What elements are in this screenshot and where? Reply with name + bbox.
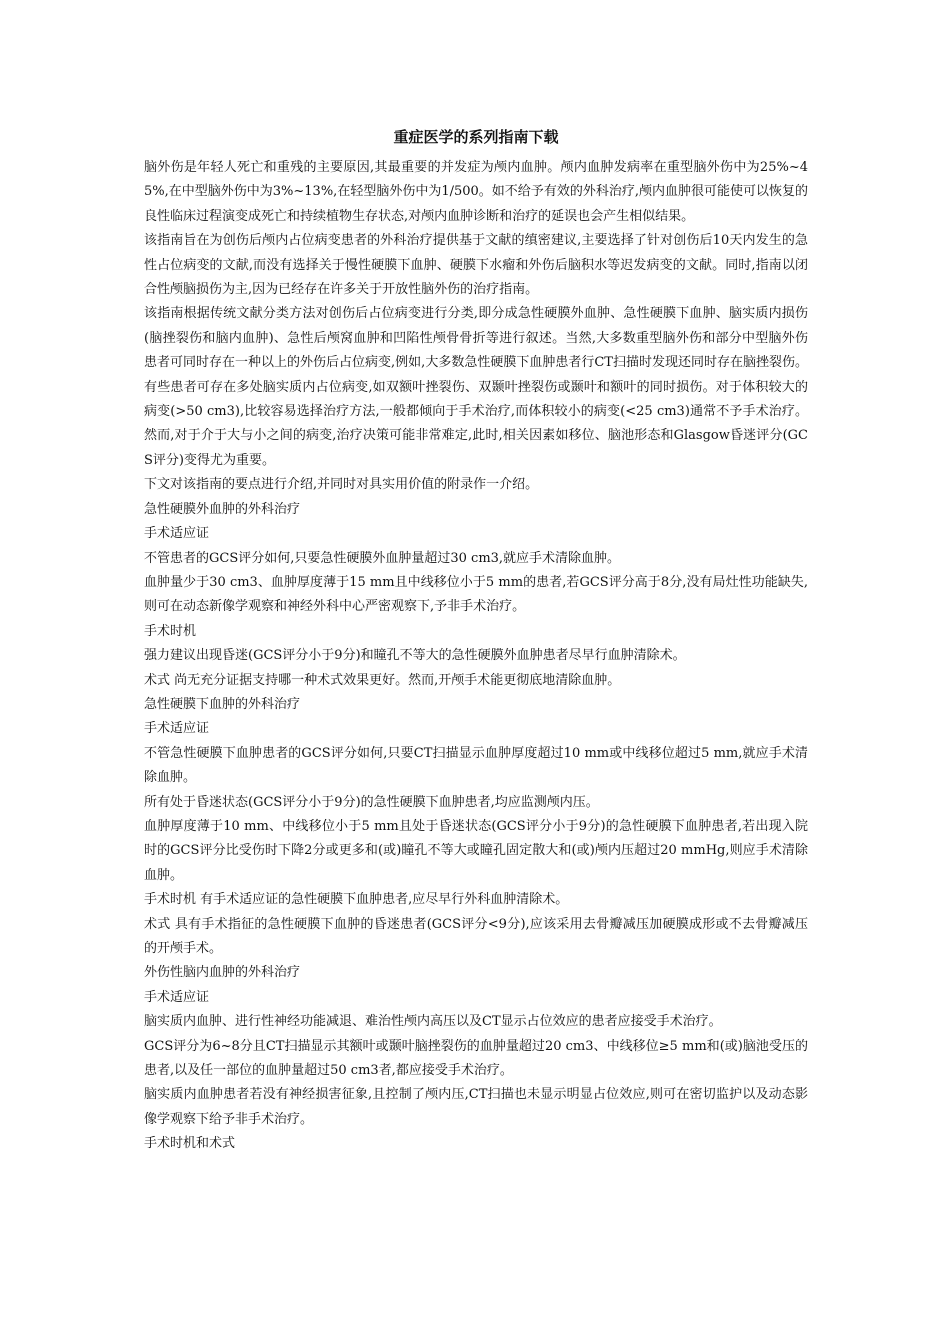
paragraph-classification: 该指南根据传统文献分类方法对创伤后占位病变进行分类,即分成急性硬膜外血肿、急性硬膜下血肿、脑实质内损伤(脑挫裂伤和脑内血肿)、急性后颅窝血肿和凹陷性颅骨骨折等进行叙述。当然,大多数重型脑外伤和部分中型脑外伤患者可同时存在一种以上的外伤后占位病变,例如,大多数急性硬膜下血肿患者行CT扫描时发现还同时存在脑挫裂伤。有些患者可存在多处脑实质内占位病变,如双额叶挫裂伤、双颞叶挫裂伤或颞叶和额叶的同时损伤。对于体积较大的病变(>50 cm3),比较容易选择治疗方法,一般都倾向于手术治疗,而体积较小的病变(<25 cm3)通常不予手术治疗。然而,对于介于大与小之间的病变,治疗决策可能非常难定,此时,相关因素如移位、脑池形态和Glasgow昏迷评分(GCS评分)变得尤为重要。 [144,306,808,468]
subheading-timing: 手术时机 [144,623,197,639]
document-body [144,156,808,1157]
subheading-timing-technique: 手术时机和术式 [144,1136,236,1152]
paragraph: 术式 尚无充分证据支持哪一种术式效果更好。然而,开颅手术能更彻底地清除血肿。 [144,672,621,688]
paragraph: 血肿量少于30 cm3、血肿厚度薄于15 mm且中线移位小于5 mm的患者,若GCS评分高于8分,没有局灶性功能缺失,则可在动态新像学观察和神经外科中心严密观察下,予非手术治疗。 [144,574,808,615]
section-heading-epidural: 急性硬膜外血肿的外科治疗 [144,501,301,517]
paragraph-overview: 下文对该指南的要点进行介绍,并同时对具实用价值的附录作一介绍。 [144,477,539,493]
paragraph-scope: 该指南旨在为创伤后颅内占位病变患者的外科治疗提供基于文献的缜密建议,主要选择了针对创伤后10天内发生的急性占位病变的文献,而没有选择关于慢性硬膜下血肿、硬膜下水瘤和外伤后脑积水等迟发病变的文献。同时,指南以闭合性颅脑损伤为主,因为已经存在许多关于开放性脑外伤的治疗指南。 [144,233,808,298]
paragraph: 术式 具有手术指征的急性硬膜下血肿的昏迷患者(GCS评分<9分),应该采用去骨瓣减压加硬膜成形或不去骨瓣减压的开颅手术。 [144,916,808,956]
paragraph: 强力建议出现昏迷(GCS评分小于9分)和瞳孔不等大的急性硬膜外血肿患者尽早行血肿清除术。 [144,648,686,664]
paragraph: 手术时机 有手术适应证的急性硬膜下血肿患者,应尽早行外科血肿清除术。 [144,892,569,908]
page-title: 重症医学的系列指南下载 [393,128,559,146]
section-heading-intracerebral: 外伤性脑内血肿的外科治疗 [144,965,301,981]
subheading-indications: 手术适应证 [144,721,210,737]
section-heading-subdural: 急性硬膜下血肿的外科治疗 [144,696,301,712]
paragraph: 不管患者的GCS评分如何,只要急性硬膜外血肿量超过30 cm3,就应手术清除血肿。 [144,550,621,566]
paragraph-intro: 脑外伤是年轻人死亡和重残的主要原因,其最重要的并发症为颅内血肿。颅内血肿发病率在重型脑外伤中为25%~45%,在中型脑外伤中为3%~13%,在轻型脑外伤中为1/500。如不给予有效的外科治疗,颅内血肿很可能使可以恢复的良性临床过程演变成死亡和持续植物生存状态,对颅内血肿诊断和治疗的延误也会产生相似结果。 [144,160,808,224]
paragraph: 脑实质内血肿、进行性神经功能减退、难治性颅内高压以及CT显示占位效应的患者应接受手术治疗。 [144,1014,722,1030]
paragraph: 不管急性硬膜下血肿患者的GCS评分如何,只要CT扫描显示血肿厚度超过10 mm或中线移位超过5 mm,就应手术清除血肿。 [144,745,808,786]
subheading-indications: 手术适应证 [144,989,210,1005]
paragraph: 脑实质内血肿患者若没有神经损害征象,且控制了颅内压,CT扫描也未显示明显占位效应,则可在密切监护以及动态影像学观察下给予非手术治疗。 [144,1087,808,1127]
subheading-indications: 手术适应证 [144,526,210,542]
paragraph: GCS评分为6~8分且CT扫描显示其额叶或颞叶脑挫裂伤的血肿量超过20 cm3、中线移位≥5 mm和(或)脑池受压的患者,以及任一部位的血肿量超过50 cm3者,都应接受手术治疗。 [144,1038,808,1079]
paragraph: 所有处于昏迷状态(GCS评分小于9分)的急性硬膜下血肿患者,均应监测颅内压。 [144,794,599,810]
paragraph: 血肿厚度薄于10 mm、中线移位小于5 mm且处于昏迷状态(GCS评分小于9分)的急性硬膜下血肿患者,若出现入院时的GCS评分比受伤时下降2分或更多和(或)瞳孔不等大或瞳孔固定散大和(或)颅内压超过20 mmHg,则应手术清除血肿。 [144,818,808,883]
document-page [144,126,808,1157]
